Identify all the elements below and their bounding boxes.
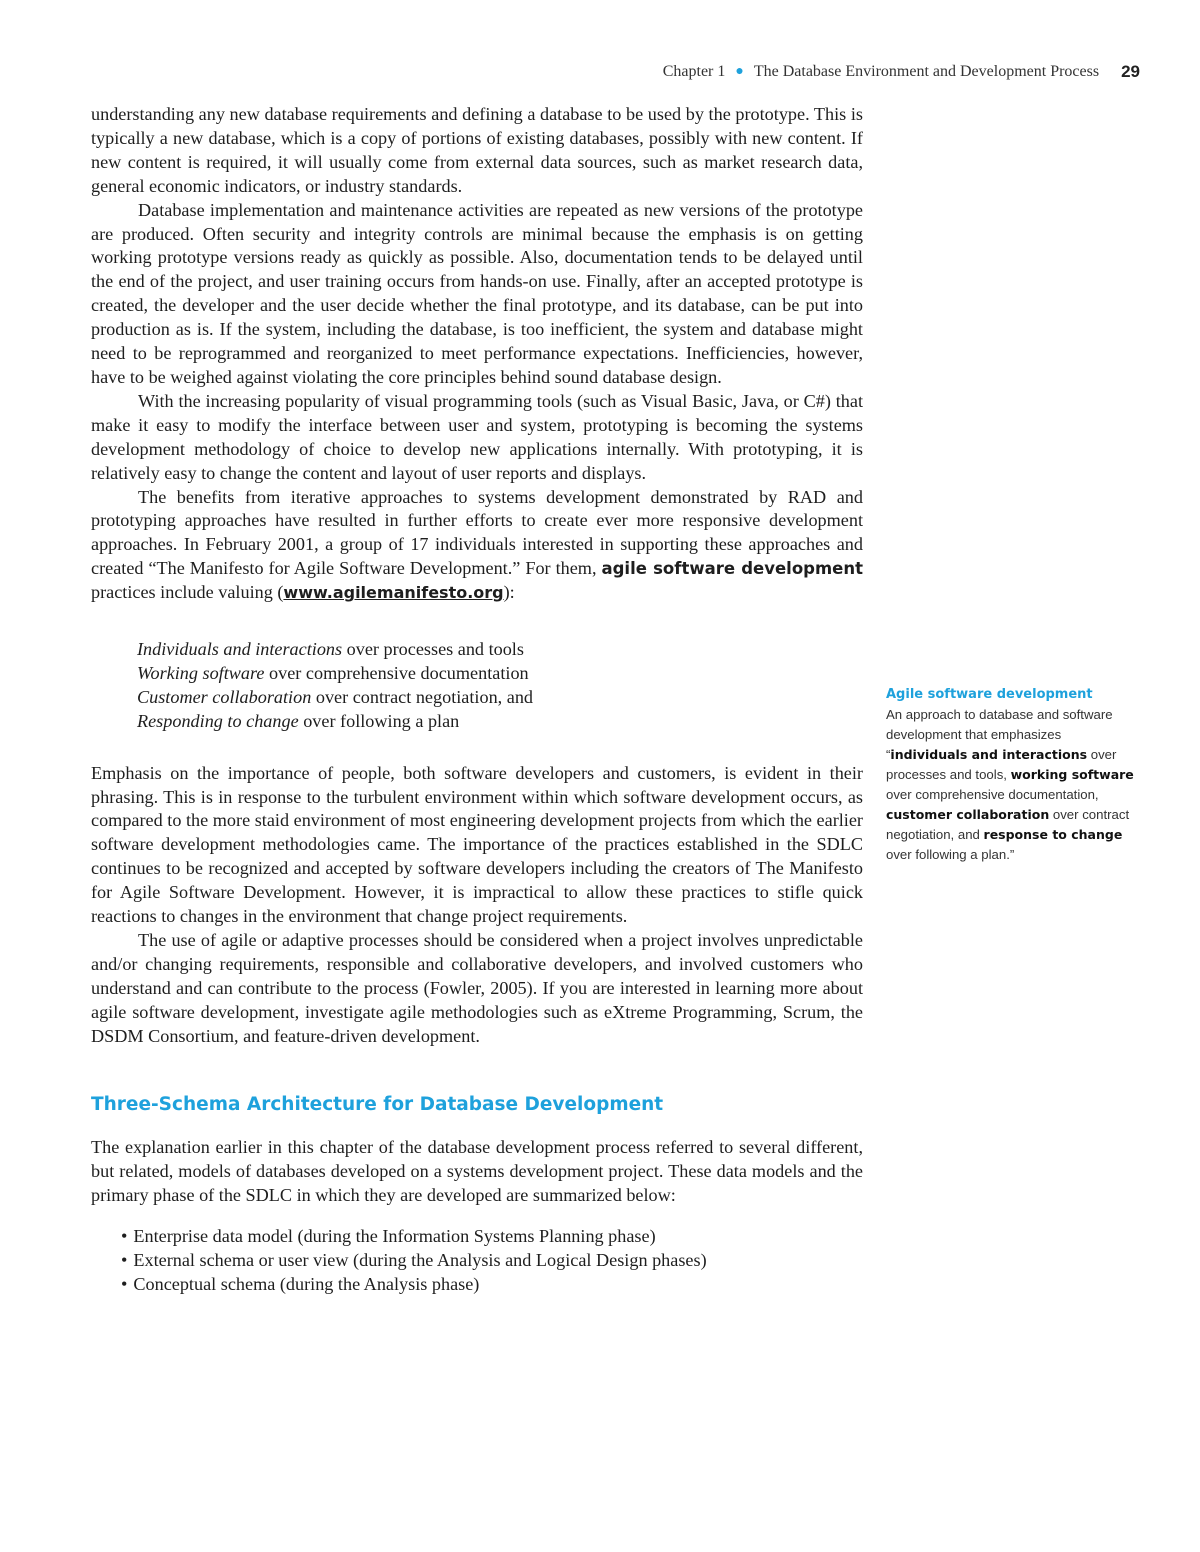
page-number: 29 (1121, 62, 1140, 81)
list-item (137, 710, 863, 734)
definition-part: over following a plan.” (886, 847, 1015, 862)
value-italic: Customer collaboration (137, 686, 312, 707)
running-head (663, 62, 1140, 82)
definition-part: over processes and tools, (886, 747, 1117, 782)
list-item: • External schema or user view (during the Analysis and Logical Design phases) (121, 1249, 863, 1273)
paragraph-4 (91, 486, 863, 606)
definition-bold: working software (1010, 767, 1134, 782)
paragraph-5: Emphasis on the importance of people, both software developers and customers, is evident in their phrasing. This is in response to the turbulent environment within which software development occurs, as compared to the more staid environment of most engineering development projects from which the earlier software development methodologies came. The importance of the practices established in the SDLC continues to be recognized and accepted by software developers including the creators of The Manifesto for Agile Software Development. However, it is impractical to allow these practices to stifle quick reactions to changes in the environment that change project requirements. (91, 762, 863, 927)
paragraph-7: The explanation earlier in this chapter of the database development process referred to several different, but related, models of databases developed on a systems development project. These data models and the primary phase of the SDLC in which they are developed are summarized below: (91, 1137, 863, 1206)
list-item (137, 686, 863, 710)
paragraph-4-text-b: practices include valuing ( (91, 582, 284, 603)
definition-part: An approach to database and software development that emphasizes “ (886, 707, 1113, 762)
bullet-icon: ● (735, 64, 744, 79)
list-item (137, 638, 863, 662)
paragraph-3: With the increasing popularity of visual programming tools (such as Visual Basic, Java, or C#) that make it easy to modify the interface between user and system, prototyping is becoming the systems development methodology of choice to develop new applications internally. With prototyping, it is relatively easy to change the content and layout of user reports and displays. (91, 390, 863, 483)
chapter-label: Chapter 1 (662, 63, 726, 80)
value-italic: Working software (137, 662, 265, 683)
list-item: • Enterprise data model (during the Information Systems Planning phase) (121, 1225, 863, 1249)
agile-manifesto-link[interactable]: www.agilemanifesto.org (283, 583, 504, 603)
definition-bold: response to change (983, 827, 1123, 842)
paragraph-6: The use of agile or adaptive processes should be considered when a project involves unpredictable and/or changing requirements, responsible and collaborative developers, and involved customers who understand and can contribute to the process (Fowler, 2005). If you are interested in learning more about agile software development, investigate agile methodologies such as eXtreme Programming, Scrum, the DSDM Consortium, and feature-driven development. (91, 930, 863, 1046)
main-text-column (91, 103, 863, 1297)
definition-bold: individuals and interactions (890, 747, 1088, 762)
definition-text (886, 705, 1136, 865)
agile-values-list (137, 638, 863, 734)
key-term-agile: agile software development (601, 559, 863, 579)
paragraph-1: understanding any new database requirements and defining a database to be used by the prototype. This is typically a new database, which is a copy of portions of existing databases, possibly with new content. If new content is required, it will usually come from external data sources, such as market research data, general economic indicators, or industry standards. (91, 104, 863, 196)
definition-part: over contract negotiation, and (886, 807, 1130, 842)
value-italic: Responding to change (137, 710, 299, 731)
schema-bullet-list (121, 1225, 863, 1297)
value-rest: over following a plan (298, 710, 460, 731)
definition-bold: customer collaboration (886, 807, 1050, 822)
paragraph-4-text-a: The benefits from iterative approaches to systems development demonstrated by RAD and prototyping approaches have resulted in further efforts to create ever more responsive development approaches. In February 2001, a group of 17 individuals interested in supporting these approaches and created “The Manifesto for Agile Software Development.” For them, (91, 486, 863, 579)
paragraph-2: Database implementation and maintenance activities are repeated as new versions of the prototype are produced. Often security and integrity controls are minimal because the emphasis is on getting working prototype versions ready as quickly as possible. Also, documentation tends to be delayed until the end of the project, and user training occurs from hands-on use. Finally, after an accepted prototype is created, the developer and the user decide whether the final prototype, and its database, can be put into production as is. If the system, including the database, is too inefficient, the system and database might need to be reprogrammed and reorganized to meet performance expectations. Inefficiencies, however, have to be weighed against violating the core principles behind sound database design. (91, 199, 863, 387)
section-heading: Three-Schema Architecture for Database Development (91, 1093, 664, 1115)
paragraph-4-text-c: ): (503, 582, 515, 603)
value-rest: over comprehensive documentation (264, 662, 529, 683)
value-italic: Individuals and interactions (137, 639, 343, 660)
chapter-title: The Database Environment and Development Process (753, 63, 1100, 80)
value-rest: over contract negotiation, and (311, 686, 534, 707)
list-item (137, 662, 863, 686)
value-rest: over processes and tools (342, 639, 524, 660)
definition-part: over comprehensive documentation, (886, 787, 1099, 802)
margin-definition (886, 685, 1136, 865)
definition-term: Agile software development (886, 687, 1093, 702)
list-item: • Conceptual schema (during the Analysis phase) (121, 1273, 863, 1297)
